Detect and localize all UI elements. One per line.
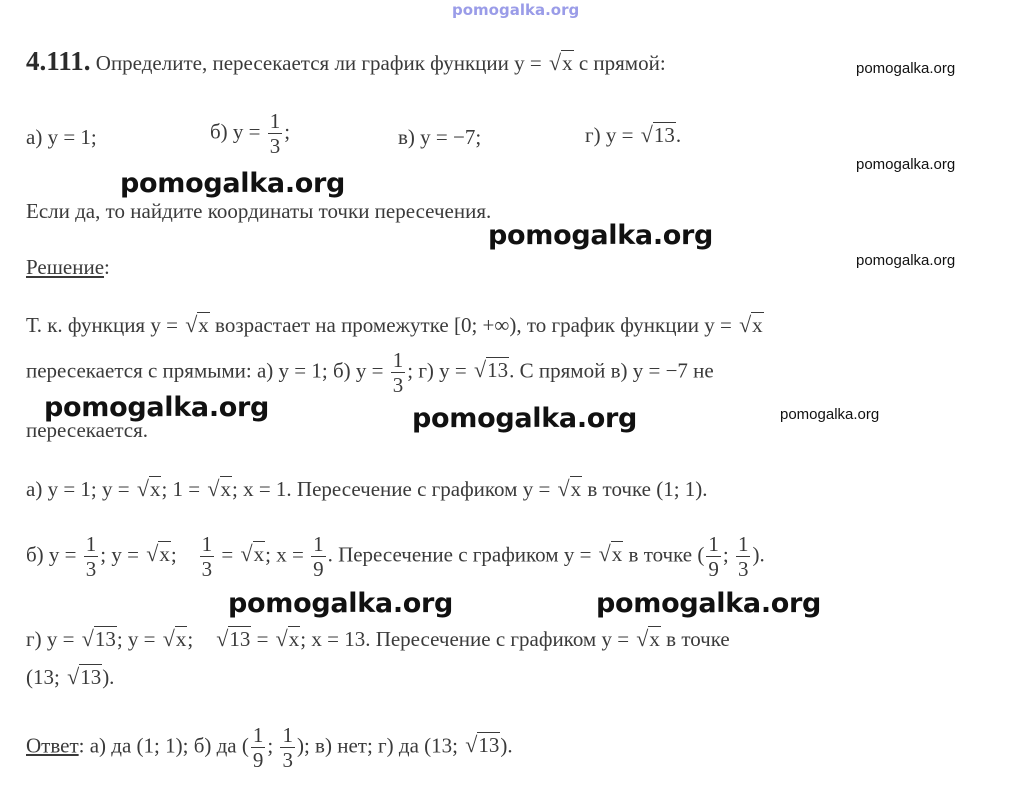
answer-label: Ответ <box>26 733 79 758</box>
watermark-large: pomogalka.org <box>228 588 454 619</box>
task-prompt-end: с прямой: <box>578 51 666 75</box>
watermark-small: pomogalka.org <box>780 406 880 423</box>
option-v: в) y = −7; <box>398 125 482 149</box>
watermark-top: pomogalka.org <box>452 1 580 19</box>
sqrt-x: √x <box>548 50 573 75</box>
solution-line-3: пересекается. <box>26 418 148 442</box>
fraction-1-3: $\frac{1}{3}$ <box>269 109 281 159</box>
sqrt-13: √13 <box>640 122 675 147</box>
watermark-small: pomogalka.org <box>856 156 956 173</box>
task-prompt: Определите, пересекается ли график функции y = <box>95 51 542 75</box>
case-g-point: (13; √13). <box>26 664 115 689</box>
option-a: а) y = 1; <box>26 125 97 149</box>
solution-line-2: пересекается с прямыми: а) y = 1; б) y = $\frac{1}{3}$ ; г) y = √13. С прямой в) y = −7 не <box>26 348 714 398</box>
solution-line-1: Т. к. функция y = √x возрастает на промежутке [0; +∞), то график функции y = √x <box>26 312 763 337</box>
task-number: 4.111. <box>26 46 91 76</box>
task-followup: Если да, то найдите координаты точки пересечения. <box>26 199 492 223</box>
case-a: а) y = 1; y = √x; 1 = √x; x = 1. Пересечение с графиком y = √x в точке (1; 1). <box>26 476 708 501</box>
watermark-large: pomogalka.org <box>412 403 638 434</box>
watermark-large: pomogalka.org <box>488 220 714 251</box>
watermark-small: pomogalka.org <box>856 252 956 269</box>
watermark-large: pomogalka.org <box>596 588 822 619</box>
case-b: б) y = $\frac{1}{3}$ ; y = √x; $\frac{1}{3}$ = √x; x = $\frac{1}{9}$ . Пересечение с графиком y = √x в точке ( $\frac{1}{9}$ ; $\frac{1}{3}$ ). <box>26 532 765 582</box>
watermark-large: pomogalka.org <box>44 392 270 423</box>
option-b: б) y = $\frac{1}{3}$ ; <box>210 109 291 159</box>
solution-heading: Решение: <box>26 255 110 279</box>
watermark-small: pomogalka.org <box>856 60 956 77</box>
answer-line: Ответ: а) да (1; 1); б) да ( $\frac{1}{9}$ ; $\frac{1}{3}$ ); в) нет; г) да (13; √13). <box>26 723 513 773</box>
task-statement <box>26 48 666 75</box>
watermark-large: pomogalka.org <box>120 168 346 199</box>
case-g: г) y = √13; y = √x; √13 = √x; x = 13. Пересечение с графиком y = √x в точке <box>26 626 730 651</box>
option-g: г) y = √13. <box>585 122 682 147</box>
